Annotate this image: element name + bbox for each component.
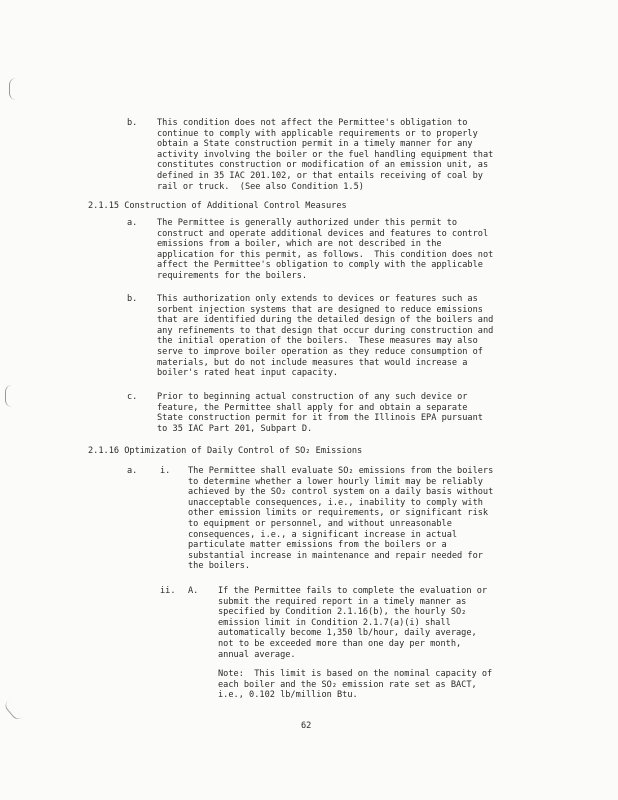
item-label: b. bbox=[127, 118, 138, 128]
text-line: The Permittee shall evaluate SO₂ emissions from the boilers bbox=[188, 466, 494, 476]
text-line: The Permittee is generally authorized under this permit to bbox=[157, 218, 458, 228]
text-line: sorbent injection systems that are designed to reduce emissions bbox=[157, 304, 483, 315]
text-line: materials, but do not include measures that would increase a bbox=[157, 357, 468, 368]
section-heading: 2.1.16 Optimization of Daily Control of SO₂ Emissions bbox=[88, 446, 363, 456]
text-line: unacceptable consequences, i.e., inability to comply with bbox=[188, 497, 483, 508]
text-line: submit the required report in a timely manner as bbox=[218, 596, 467, 607]
text-line: serve to improve boiler operation as they reduce consumption of bbox=[157, 346, 483, 357]
text-line: to 35 IAC Part 201, Subpart D. bbox=[157, 423, 313, 434]
text-line: If the Permittee fails to complete the evaluation or bbox=[218, 586, 488, 596]
text-line: constitutes construction or modification of an emission unit, as bbox=[157, 160, 489, 171]
item-label: c. bbox=[127, 392, 138, 402]
text-line: the boilers. bbox=[188, 561, 251, 572]
text-line: specified by Condition 2.1.16(b), the hourly SO₂ bbox=[218, 607, 467, 618]
text-line: any refinements to that design that occur during construction and bbox=[157, 325, 494, 336]
subitem-label: ii. bbox=[160, 586, 176, 596]
text-line: This authorization only extends to devices or features such as bbox=[157, 294, 478, 304]
text-line: not to be exceeded more than one day per month, bbox=[218, 638, 462, 649]
text-line: that are identified during the detailed design of the boilers and bbox=[157, 315, 494, 326]
text-line: obtain a State construction permit in a timely manner for any bbox=[157, 139, 473, 150]
text-line: i.e., 0.102 lb/million Btu. bbox=[218, 690, 358, 701]
text-line: construct and operate additional devices and features to control bbox=[157, 228, 489, 239]
text-line: affect the Permittee's obligation to comply with the applicable bbox=[157, 260, 483, 271]
text-line: continue to comply with applicable requirements or to properly bbox=[157, 128, 478, 139]
text-line: the initial operation of the boilers. These measures may also bbox=[157, 336, 478, 347]
paragraph bbox=[157, 218, 493, 282]
paragraph bbox=[157, 392, 483, 434]
text-line: substantial increase in maintenance and repair needed for bbox=[188, 550, 483, 561]
item-label: a. bbox=[127, 218, 138, 228]
text-line: requirements for the boilers. bbox=[157, 270, 308, 281]
paragraph bbox=[157, 294, 493, 379]
subitem-label: i. bbox=[160, 466, 171, 476]
text-line: to equipment or personnel, and without unreasonable bbox=[188, 518, 452, 529]
scan-mark-bottom bbox=[3, 700, 23, 721]
text-line: application for this permit, as follows. This condition does not bbox=[157, 249, 494, 260]
item-label: b. bbox=[127, 294, 138, 304]
text-line: consequences, i.e., a significant increase in actual bbox=[188, 529, 458, 540]
text-line: rail or truck. (See also Condition 1.5) bbox=[157, 181, 364, 192]
text-line: emissions from a boiler, which are not described in the bbox=[157, 239, 442, 250]
scan-mark-top bbox=[9, 78, 16, 100]
page-number: 62 bbox=[301, 721, 312, 731]
text-line: each boiler and the SO₂ emission rate set as BACT, bbox=[218, 679, 477, 690]
section-heading: 2.1.15 Construction of Additional Control Measures bbox=[88, 201, 347, 211]
text-line: Note: This limit is based on the nominal capacity of bbox=[218, 669, 493, 679]
text-line: to determine whether a lower hourly limit may be reliably bbox=[188, 476, 483, 487]
text-line: defined in 35 IAC 201.102, or that entails receiving of coal by bbox=[157, 170, 483, 181]
text-line: achieved by the SO₂ control system on a daily basis without bbox=[188, 487, 494, 498]
text-line: boiler's rated heat input capacity. bbox=[157, 368, 339, 379]
text-line: feature, the Permittee shall apply for and obtain a separate bbox=[157, 402, 468, 413]
text-line: particulate matter emissions from the boilers or a bbox=[188, 540, 447, 551]
paragraph bbox=[157, 118, 493, 192]
text-line: State construction permit for it from the Illinois EPA pursuant bbox=[157, 413, 483, 424]
paragraph bbox=[188, 466, 493, 572]
subitem-label: A. bbox=[188, 586, 199, 596]
text-line: automatically become 1,350 lb/hour, daily average, bbox=[218, 628, 477, 639]
text-line: other emission limits or requirements, or significant risk bbox=[188, 508, 489, 519]
paragraph bbox=[218, 586, 487, 660]
item-label: a. bbox=[127, 466, 138, 476]
scan-mark-middle bbox=[5, 385, 12, 407]
text-line: annual average. bbox=[218, 649, 296, 660]
note bbox=[218, 669, 492, 701]
text-line: emission limit in Condition 2.1.7(a)(i) shall bbox=[218, 617, 451, 628]
text-line: activity involving the boiler or the fuel handling equipment that bbox=[157, 149, 494, 160]
text-line: Prior to beginning actual construction of any such device or bbox=[157, 392, 468, 402]
text-line: This condition does not affect the Permittee's obligation to bbox=[157, 118, 468, 128]
